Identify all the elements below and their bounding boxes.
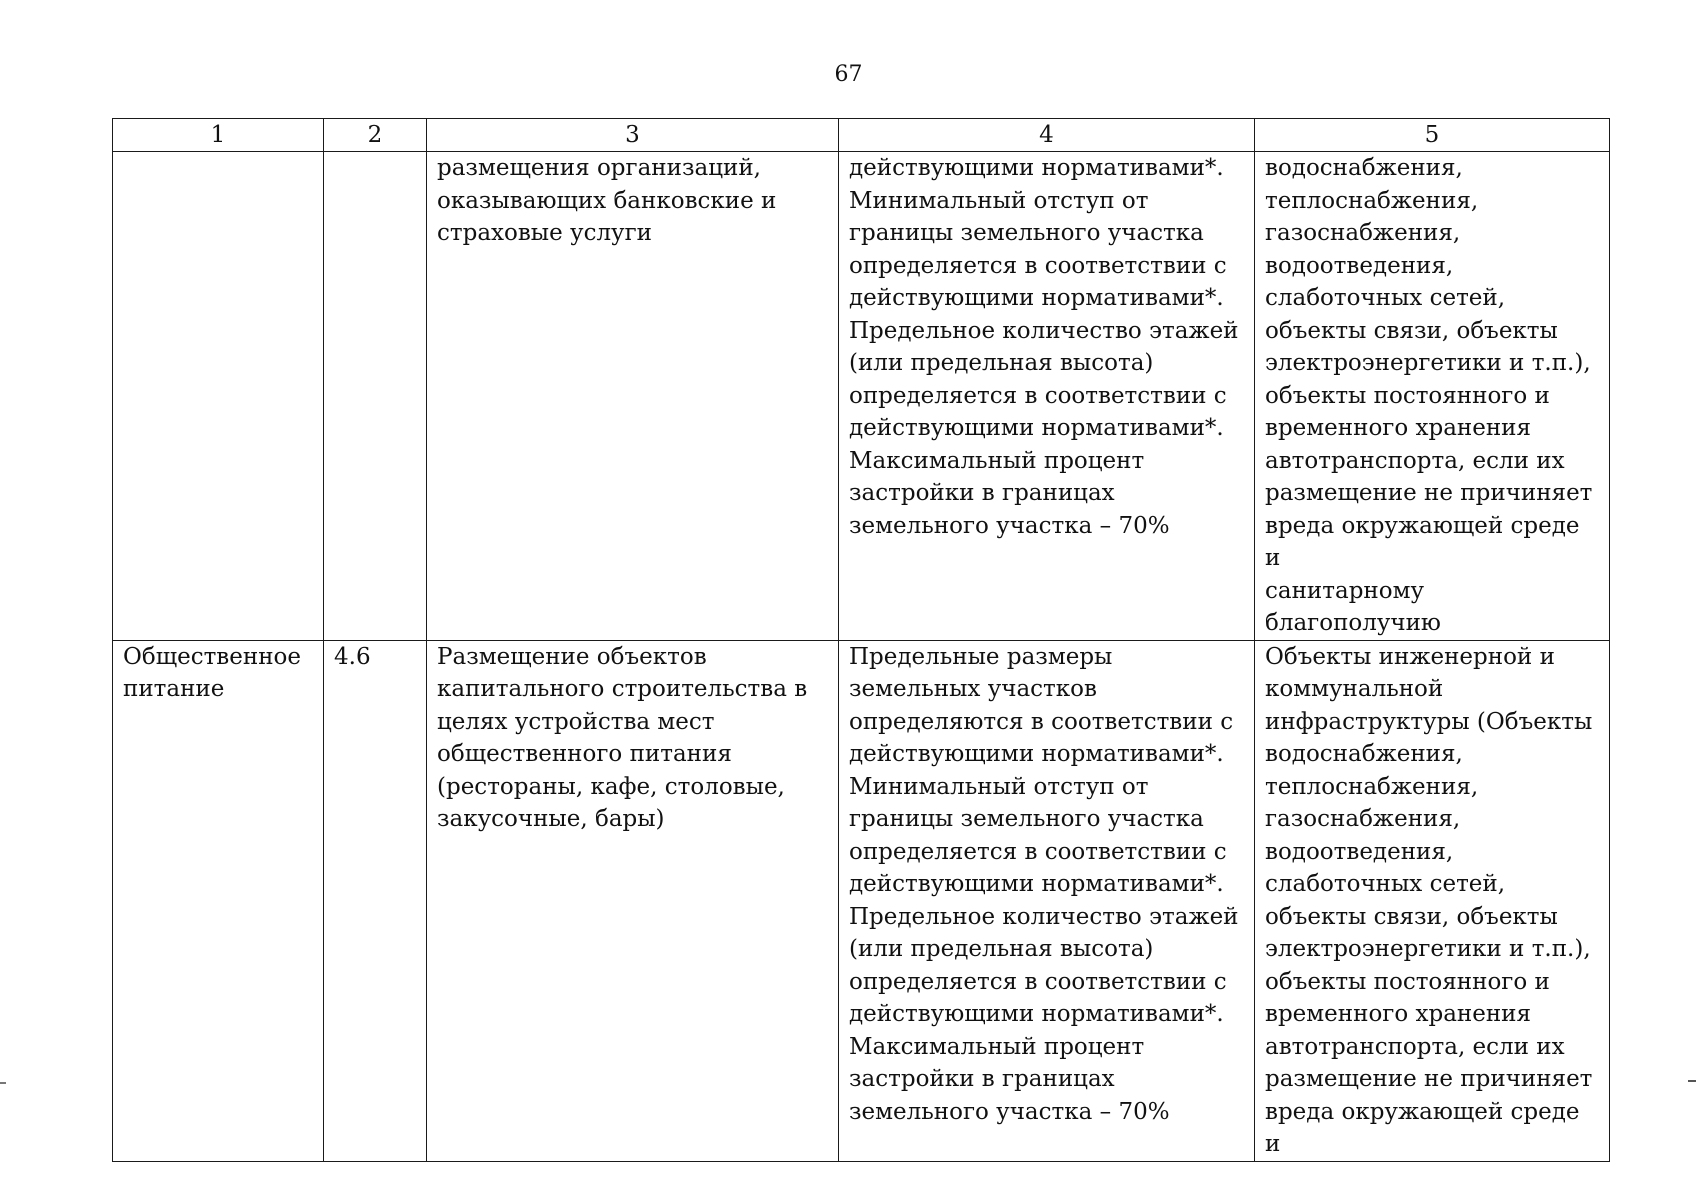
- cell-use-name: [113, 640, 324, 1161]
- use-description-text: Размещение объектов капитального строительства в целях устройства мест общественного питания (рестораны, кафе, столовые, закусочные, бары): [437, 643, 808, 832]
- parameters-text: действующими нормативами*. Минимальный отступ от границы земельного участка определяется в соответствии с действующими нормативами*. Предельное количество этажей (или предельная высота) определяется в соответствии с действующими нормативами*. Максимальный процент застройки в границах земельного участка – 70%: [849, 155, 1239, 539]
- cell-use-description: [427, 640, 839, 1161]
- column-header-4: 4: [839, 119, 1255, 152]
- cell-parameters: [839, 640, 1255, 1161]
- page-number: 67: [834, 62, 863, 87]
- column-header-3: 3: [427, 119, 839, 152]
- table-row: [113, 152, 1610, 641]
- column-header-2: 2: [324, 119, 427, 152]
- table-row: [113, 640, 1610, 1161]
- auxiliary-uses-text: водоснабжения, теплоснабжения, газоснабжения, водоотведения, слаботочных сетей, объекты связи, объекты электроэнергетики и т.п.), объекты постоянного и временного хранения автотранспорта, если их размещение не причиняет вреда окружающей среде и санитарному благополучию: [1265, 155, 1593, 636]
- cell-auxiliary-uses: [1255, 640, 1610, 1161]
- table-header-row: [113, 119, 1610, 152]
- cell-auxiliary-uses: [1255, 152, 1610, 641]
- scan-edge-mark-left: [0, 1082, 6, 1084]
- cell-use-description: [427, 152, 839, 641]
- parameters-text: Предельные размеры земельных участков определяются в соответствии с действующими нормативами*. Минимальный отступ от границы земельного участка определяется в соответствии с действующими нормативами*. Предельное количество этажей (или предельная высота) определяется в соответствии с действующими нормативами*. Максимальный процент застройки в границах земельного участка – 70%: [849, 643, 1239, 1125]
- scan-edge-mark-right: [1688, 1080, 1696, 1082]
- column-header-5: 5: [1255, 119, 1610, 152]
- cell-use-code: [324, 640, 427, 1161]
- cell-parameters: [839, 152, 1255, 641]
- use-description-text: размещения организаций, оказывающих банковские и страховые услуги: [437, 155, 777, 246]
- cell-use-code: [324, 152, 427, 641]
- land-use-table: [112, 118, 1610, 1162]
- use-code-text: 4.6: [334, 643, 371, 670]
- auxiliary-uses-text: Объекты инженерной и коммунальной инфраструктуры (Объекты водоснабжения, теплоснабжения, газоснабжения, водоотведения, слаботочных сетей, объекты связи, объекты электроэнергетики и т.п.), объекты постоянного и временного хранения автотранспорта, если их размещение не причиняет вреда окружающей среде и: [1265, 643, 1593, 1157]
- use-name-text: Общественное питание: [123, 643, 301, 702]
- column-header-1: 1: [113, 119, 324, 152]
- cell-use-name: [113, 152, 324, 641]
